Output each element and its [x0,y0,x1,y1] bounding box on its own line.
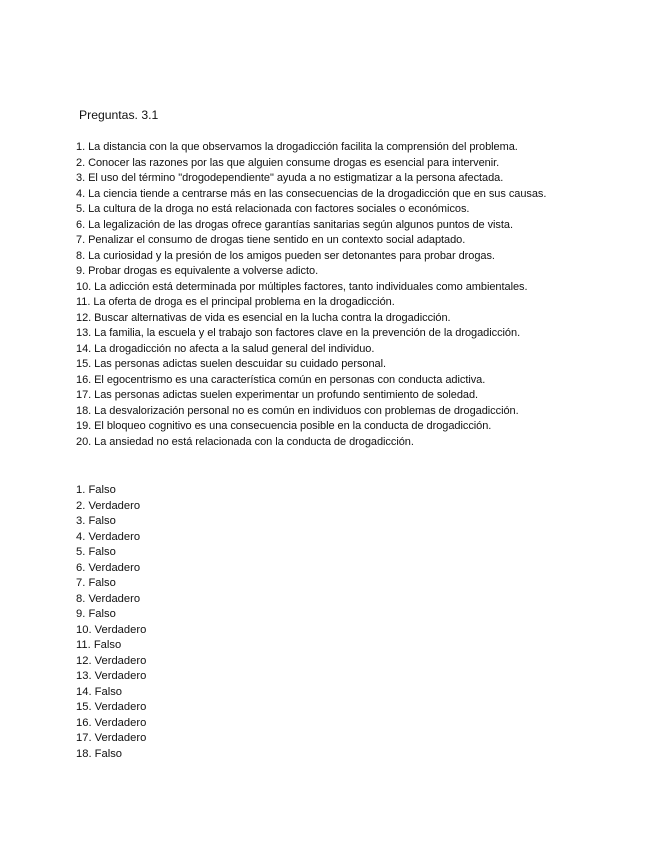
answer-item: 17. Verdadero [76,732,147,744]
question-item: 15. Las personas adictas suelen descuidar su cuidado personal. [76,358,386,370]
page-title: Preguntas. 3.1 [79,108,159,122]
answer-item: 12. Verdadero [76,654,147,667]
answer-item: 11. Falso [76,639,122,651]
question-item: 2. Conocer las razones por las que alguien consume drogas es esencial para intervenir. [76,156,500,169]
answer-item: 13. Verdadero [76,670,147,682]
answer-item: 4. Verdadero [76,530,141,543]
answer-item: 15. Verdadero [76,701,147,713]
answer-item: 1. Falso [76,484,116,496]
answer-item: 10. Verdadero [76,623,147,636]
question-item: 13. La familia, la escuela y el trabajo son factores clave en la prevención de la drogadicción. [76,327,521,339]
answer-item: 9. Falso [76,608,116,620]
question-item: 5. La cultura de la droga no está relacionada con factores sociales o económicos. [76,203,470,215]
answers-list [76,483,146,762]
answer-item: 7. Falso [76,577,116,589]
question-item: 10. La adicción está determinada por múltiples factores, tanto individuales como ambientales. [76,280,528,293]
answer-item: 18. Falso [76,747,123,760]
question-item: 4. La ciencia tiende a centrarse más en las consecuencias de la drogadicción que en sus causas. [76,187,547,200]
answer-item: 14. Falso [76,685,123,698]
question-item: 1. La distancia con la que observamos la drogadicción facilita la comprensión del problema. [76,141,518,153]
question-item: 11. La oferta de droga es el principal problema en la drogadicción. [76,296,395,308]
answer-item: 3. Falso [76,515,116,527]
answer-item: 5. Falso [76,546,116,558]
answer-item: 16. Verdadero [76,716,147,729]
question-item: 18. La desvalorización personal no es común en individuos con problemas de drogadicción. [76,404,519,417]
question-item: 16. El egocentrismo es una característica común en personas con conducta adictiva. [76,373,486,386]
question-item: 3. El uso del término "drogodependiente" ayuda a no estigmatizar a la persona afectada. [76,172,504,184]
question-item: 12. Buscar alternativas de vida es esencial en la lucha contra la drogadicción. [76,311,451,324]
question-item: 19. El bloqueo cognitivo es una consecuencia posible en la conducta de drogadicción. [76,420,492,432]
answer-item: 8. Verdadero [76,592,141,605]
answer-item: 6. Verdadero [76,561,141,574]
question-item: 6. La legalización de las drogas ofrece garantías sanitarias según algunos puntos de vista. [76,218,513,231]
questions-list [76,140,576,450]
question-item: 7. Penalizar el consumo de drogas tiene sentido en un contexto social adaptado. [76,234,466,246]
question-item: 17. Las personas adictas suelen experimentar un profundo sentimiento de soledad. [76,389,479,401]
question-item: 8. La curiosidad y la presión de los amigos pueden ser detonantes para probar drogas. [76,249,495,262]
question-item: 9. Probar drogas es equivalente a volverse adicto. [76,265,319,277]
question-item: 14. La drogadicción no afecta a la salud general del individuo. [76,342,375,355]
question-item: 20. La ansiedad no está relacionada con la conducta de drogadicción. [76,435,414,448]
answer-item: 2. Verdadero [76,499,141,512]
